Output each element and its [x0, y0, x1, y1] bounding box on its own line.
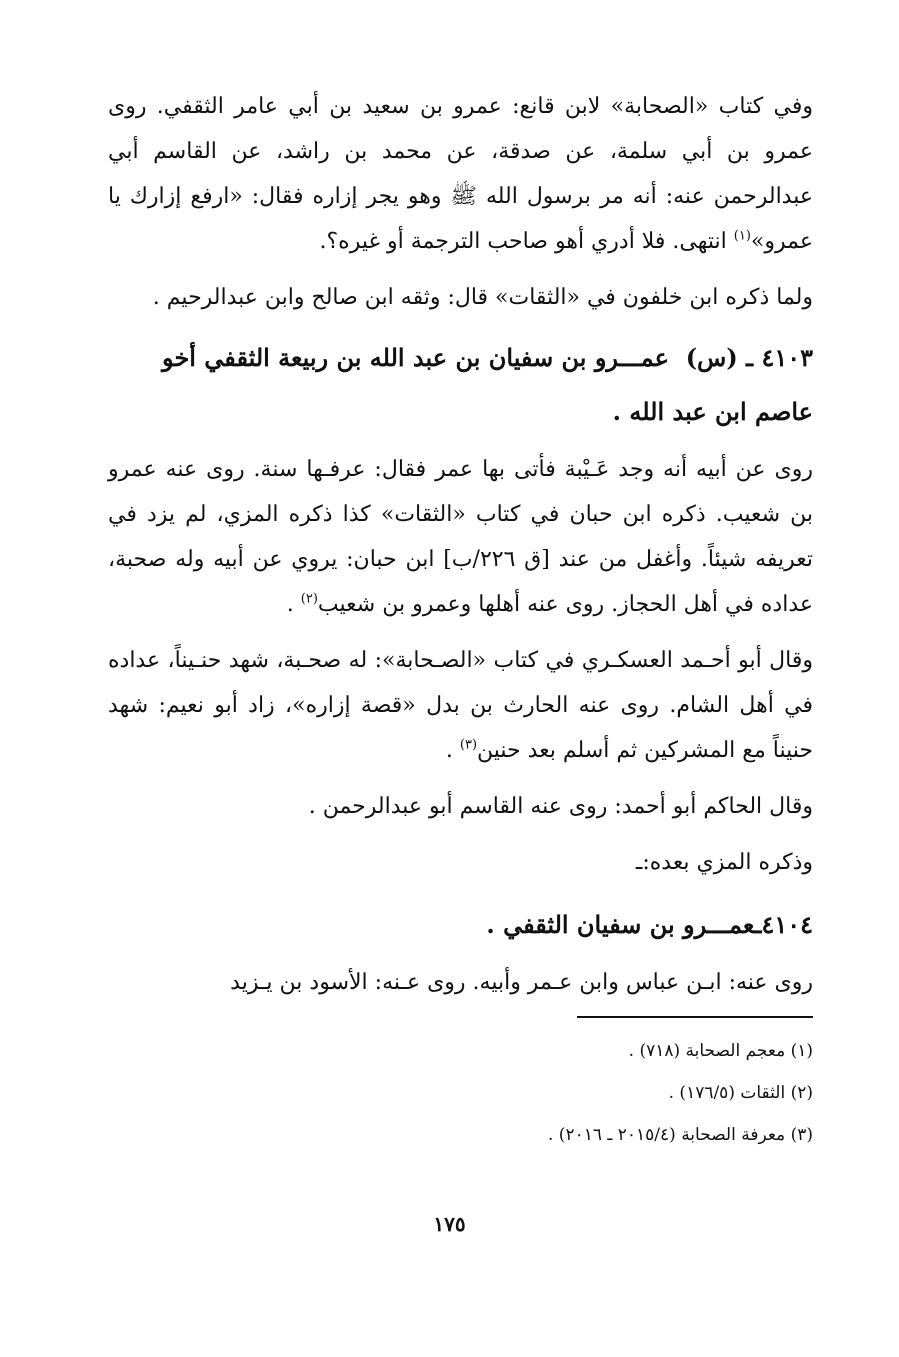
footnote-ref-2[interactable]: (٢)	[300, 591, 318, 607]
footnote-ref-3[interactable]: (٣)	[459, 737, 478, 753]
paragraph-ibn-qani: وفي كتاب «الصحابة» لابن قانع: عمرو بن سعيد بن أبي عامر الثقفي. روى عمرو بن أبي سلمة، عن صدقة، عن محمد بن راشد، عن القاسم أبي عبدالرحمن عنه: أنه مر برسول الله ﷺ وهو يجر إزاره فقال: «ارفع إزارك يا عمرو»$^{(١)}$ انتهى. فلا أدري أهو صاحب الترجمة أو غيره؟.	[108, 94, 813, 254]
paragraph-4104-narration: روى عنه: ابـن عباس وابن عـمر وأبيه. روى عـنه: الأسود بن يـزيد	[230, 970, 813, 995]
entry-title: عمـــرو بن سفيان بن عبد الله بن ربيعة الثقفي أخو عاصم ابن عبد الله .	[162, 343, 813, 426]
footnotes	[108, 1030, 813, 1156]
footnote-ref-1[interactable]: (١)	[733, 228, 751, 244]
paragraph-askari: وقال أبو أحـمد العسكـري في كتاب «الصـحابة»: له صحـبة، شهد حنـيناً، عداده في أهل الشام. روى عنه الحارث بن بدل «قصة إزاره»، زاد أبو نعيم: شهد حنيناً مع المشركين ثم أسلم بعد حنين$^{(٣)}$ .	[108, 648, 813, 763]
footnote-divider	[577, 1016, 813, 1018]
paragraph-mizzi-after: وذكره المزي بعده:ـ	[635, 850, 813, 875]
paragraph-ibn-khalfun: ولما ذكره ابن خلفون في «الثقات» قال: وثقه ابن صالح وابن عبدالرحيم .	[152, 285, 813, 310]
main-text	[108, 84, 813, 1016]
footnote-3: (٣) معرفة الصحابة (٢٠١٥/٤ ـ ٢٠١٦) .	[547, 1125, 813, 1145]
entry-title: عمـــرو بن سفيان الثقفي .	[486, 910, 755, 939]
entry-heading-4104	[108, 898, 813, 952]
paragraph-hakim: وقال الحاكم أبو أحمد: روى عنه القاسم أبو عبدالرحمن .	[308, 794, 813, 819]
entry-heading-4103	[108, 331, 813, 439]
footnote-1: (١) معجم الصحابة (٧١٨) .	[628, 1041, 813, 1061]
entry-number: ٤١٠٣ ـ (س)	[685, 343, 813, 372]
footnote-2: (٢) الثقات (١٧٦/٥) .	[668, 1083, 813, 1103]
entry-number: ٤١٠٤ـ	[754, 910, 813, 939]
page-number: ١٧٥	[433, 1212, 466, 1236]
paragraph-4103-narration: روى عن أبيه أنه وجد عَـيْبة فأتى بها عمر فقال: عرفـها سنة. روى عنه عمرو بن شعيب. ذكره ابن حبان في كتاب «الثقات» كذا ذكره المزي، لم يزد في تعريفه شيئاً. وأغفل من عند [ق ٢٢٦/ب] ابن حبان: يروي عن أبيه وله صحبة، عداده في أهل الحجاز. روى عنه أهلها وعمرو بن شعيب$^{(٢)}$ .	[108, 457, 813, 617]
